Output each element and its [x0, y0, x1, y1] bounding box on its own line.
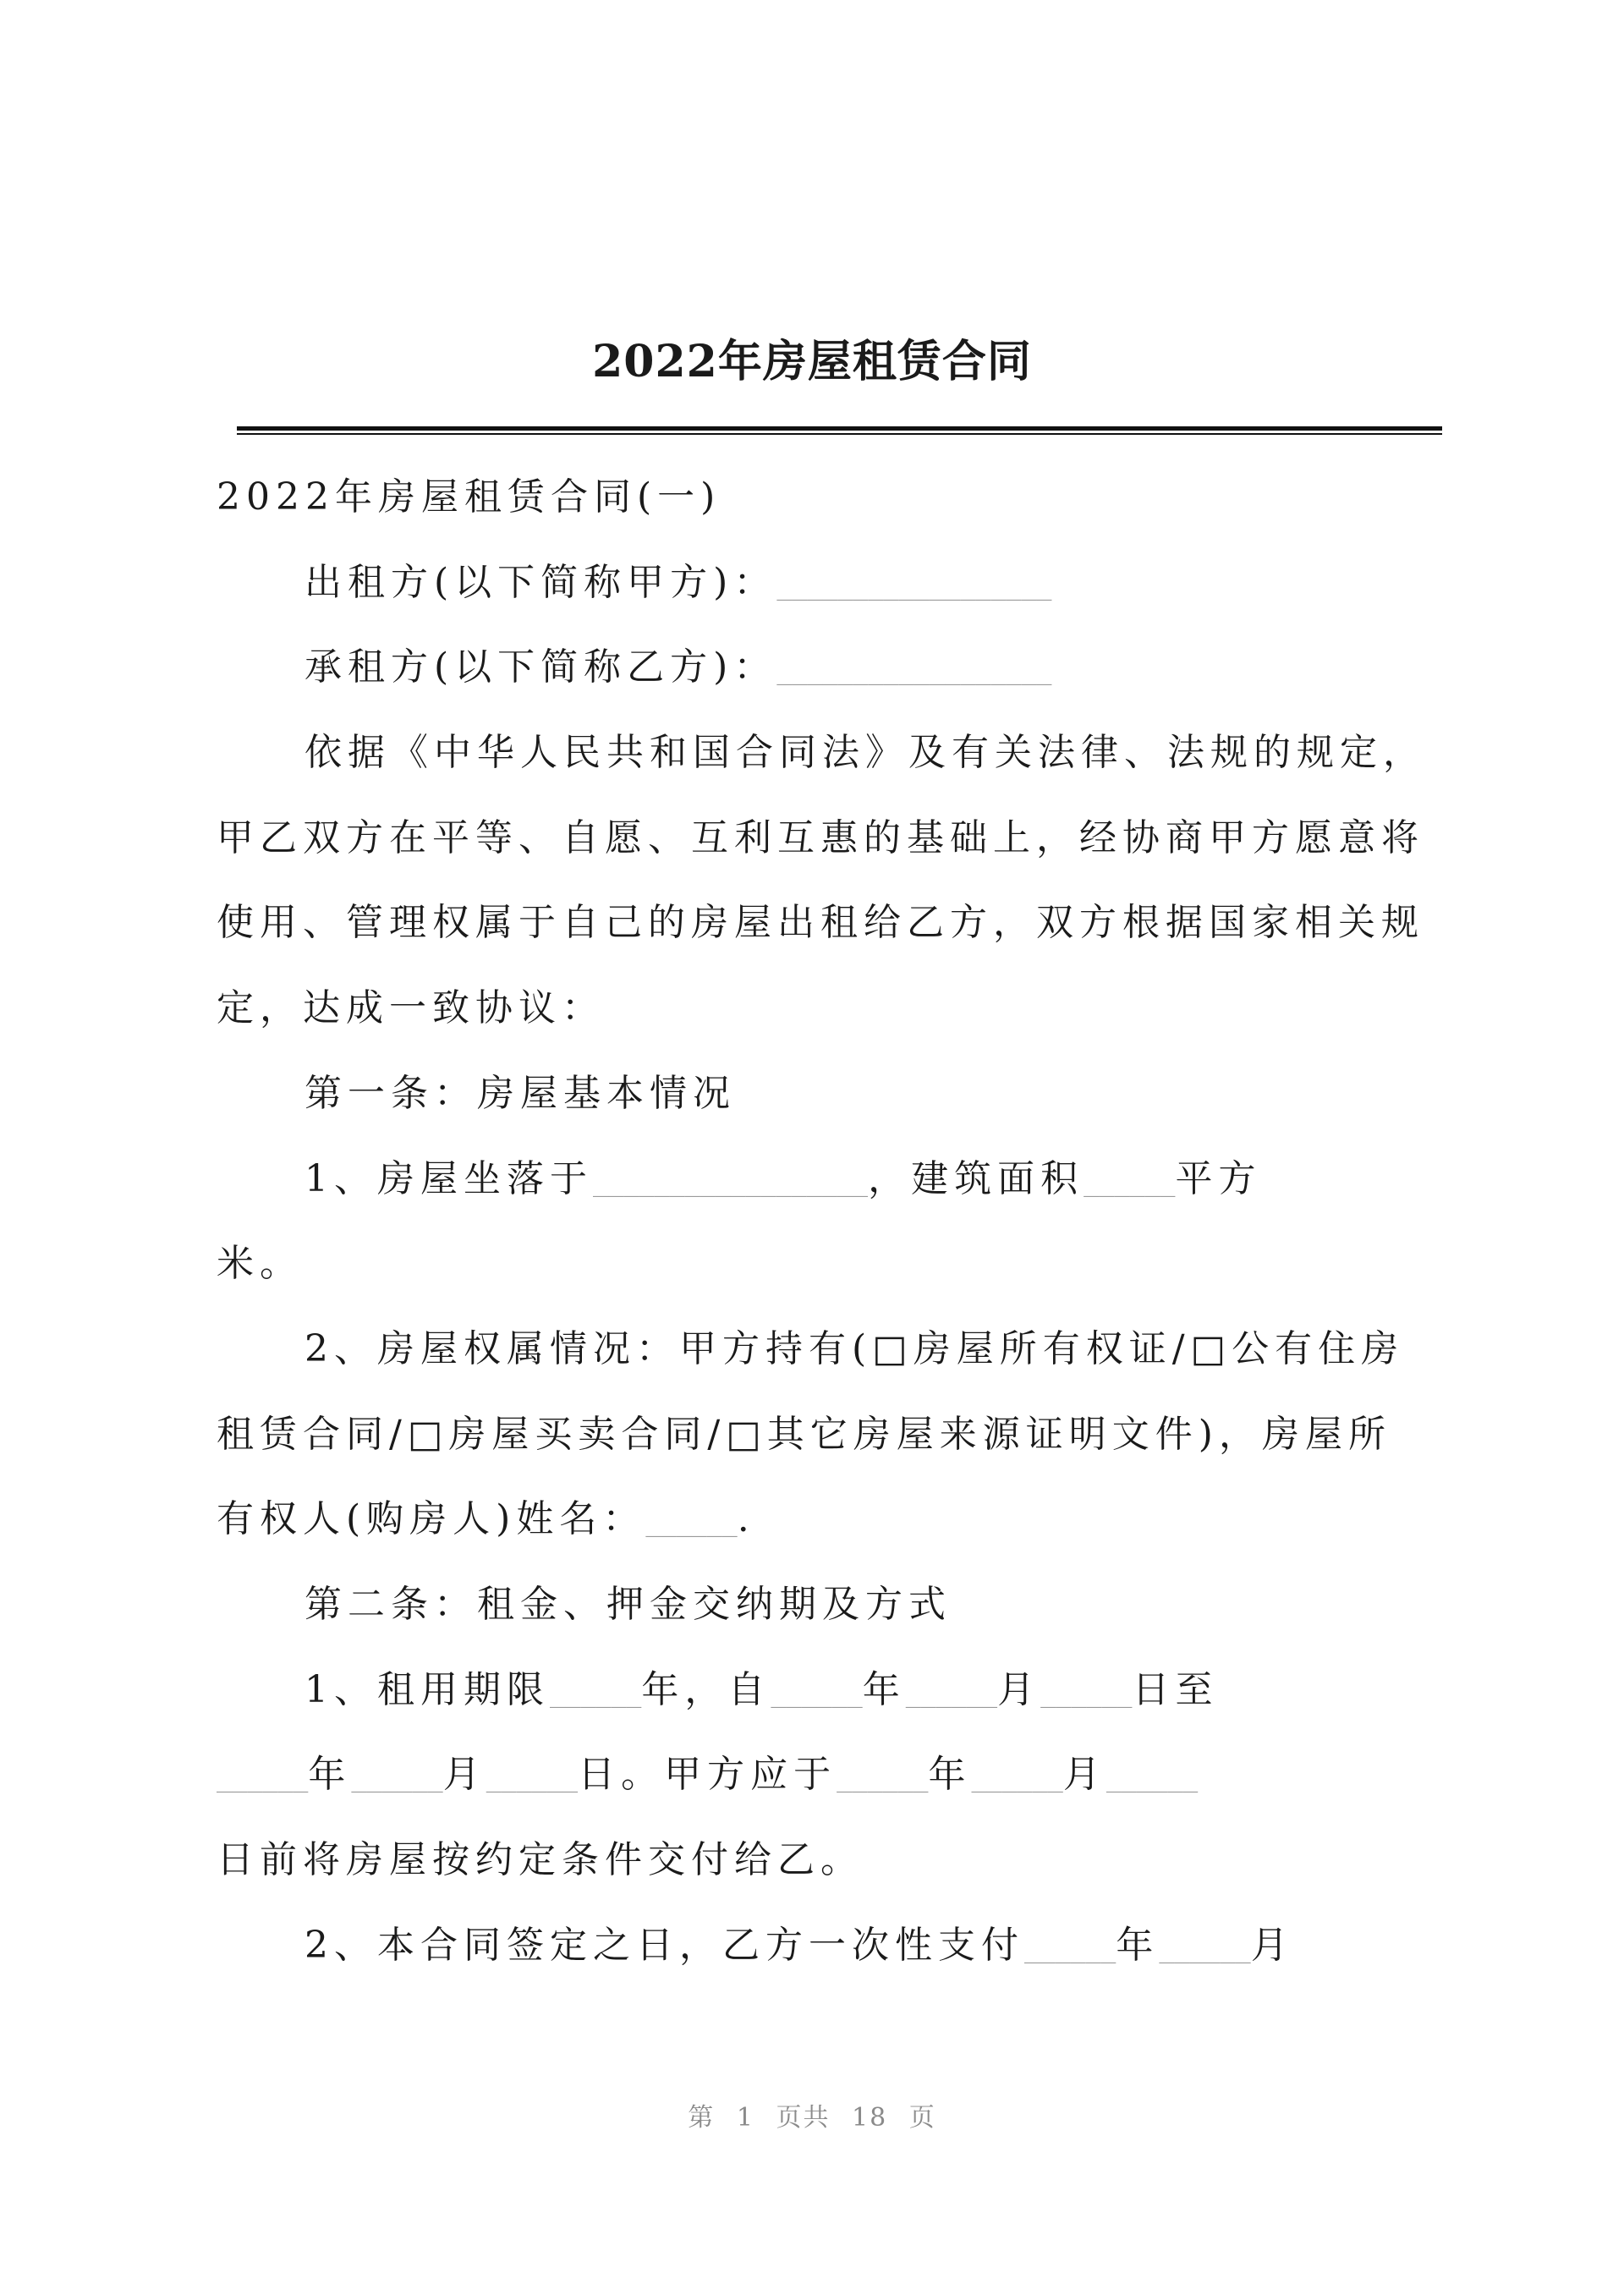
text-line — [217, 1307, 1451, 1392]
fill-in-blank[interactable]: __________________ — [593, 1167, 869, 1198]
text-segment: 年，自 — [641, 1667, 771, 1711]
text-segment: 月 — [1250, 1923, 1294, 1967]
text-line — [217, 1562, 1451, 1648]
text-segment: 2、本合同签定之日，乙方一次性支付 — [304, 1923, 1024, 1967]
text-segment: 依据《中华人民共和国合同法》及有关法律、法规的规定， — [304, 731, 1426, 775]
text-segment: 2、房屋权属情况：甲方持有(□房屋所有权证/□公有住房 — [304, 1326, 1405, 1370]
document-body — [217, 455, 1451, 1988]
text-line — [217, 1903, 1451, 1989]
text-segment: 日至 — [1132, 1667, 1219, 1711]
text-segment: 月 — [1062, 1753, 1106, 1797]
fill-in-blank[interactable]: __________________ — [776, 656, 1052, 687]
text-segment: 年 — [928, 1753, 972, 1797]
fill-in-blank[interactable]: ______ — [1106, 1764, 1199, 1794]
fill-in-blank[interactable]: ______ — [1024, 1934, 1116, 1964]
text-segment: 日前将房屋按约定条件交付给乙。 — [217, 1838, 864, 1881]
text-segment: 日。甲方应于 — [578, 1753, 837, 1797]
fill-in-blank[interactable]: ______ — [1084, 1167, 1176, 1198]
text-segment: 月 — [442, 1753, 486, 1797]
fill-in-blank[interactable]: ______ — [486, 1764, 579, 1794]
text-segment: 使用、管理权属于自己的房屋出租给乙方，双方根据国家相关规 — [217, 901, 1424, 945]
text-segment: 有权人(购房人)姓名： — [217, 1497, 646, 1541]
text-segment: 2022年房屋租赁合同(一) — [217, 475, 721, 519]
text-segment: 租赁合同/□房屋买卖合同/□其它房屋来源证明文件)，房屋所 — [217, 1412, 1391, 1456]
text-segment: 1、房屋坐落于 — [304, 1156, 593, 1200]
document-title: 2022年房屋租赁合同 — [592, 336, 1032, 387]
text-segment: 出租方(以下简称甲方)： — [304, 560, 777, 604]
text-line — [217, 455, 1451, 541]
text-line — [217, 1732, 1451, 1818]
text-line — [217, 1648, 1451, 1733]
fill-in-blank[interactable]: ______ — [771, 1678, 863, 1709]
text-segment: 米。 — [217, 1242, 303, 1286]
text-segment: 第一条：房屋基本情况 — [304, 1071, 736, 1115]
text-segment: 平方 — [1175, 1156, 1262, 1200]
divider-thin-line — [237, 433, 1442, 435]
fill-in-blank[interactable]: __________________ — [776, 571, 1052, 601]
text-line — [217, 711, 1451, 796]
text-segment: 甲乙双方在平等、自愿、互利互惠的基础上，经协商甲方愿意将 — [217, 815, 1424, 859]
text-line — [217, 1818, 1451, 1903]
text-segment: 月 — [997, 1667, 1041, 1711]
fill-in-blank[interactable]: ______ — [550, 1678, 642, 1709]
text-segment: 年 — [308, 1753, 352, 1797]
text-line — [217, 1477, 1451, 1562]
text-segment: 年 — [862, 1667, 906, 1711]
text-segment: 1、租用期限 — [304, 1667, 550, 1711]
fill-in-blank[interactable]: ______ — [971, 1764, 1063, 1794]
divider-thick-line — [237, 426, 1442, 431]
text-segment: ，建筑面积 — [868, 1156, 1084, 1200]
fill-in-blank[interactable]: ______ — [217, 1764, 309, 1794]
fill-in-blank[interactable]: ______ — [837, 1764, 929, 1794]
fill-in-blank[interactable]: ______ — [905, 1678, 998, 1709]
text-segment: 第二条：租金、押金交纳期及方式 — [304, 1582, 952, 1626]
page-number-footer: 第 1 页共 18 页 — [688, 2103, 936, 2133]
text-line — [217, 796, 1451, 881]
text-line — [217, 966, 1451, 1051]
text-line — [217, 1222, 1451, 1307]
text-segment: 承租方(以下简称乙方)： — [304, 645, 777, 689]
title-divider — [237, 426, 1442, 436]
text-line — [217, 1137, 1451, 1222]
fill-in-blank[interactable]: ______ — [351, 1764, 443, 1794]
text-line — [217, 541, 1451, 626]
fill-in-blank[interactable]: ______ — [1159, 1934, 1251, 1964]
text-segment: 年 — [1116, 1923, 1160, 1967]
fill-in-blank[interactable]: ______ — [1040, 1678, 1133, 1709]
text-line — [217, 1051, 1451, 1137]
text-segment: 定，达成一致协议： — [217, 986, 605, 1030]
text-line — [217, 625, 1451, 711]
text-line — [217, 1392, 1451, 1478]
text-segment: . — [737, 1497, 755, 1541]
fill-in-blank[interactable]: ______ — [645, 1508, 738, 1539]
text-line — [217, 881, 1451, 966]
